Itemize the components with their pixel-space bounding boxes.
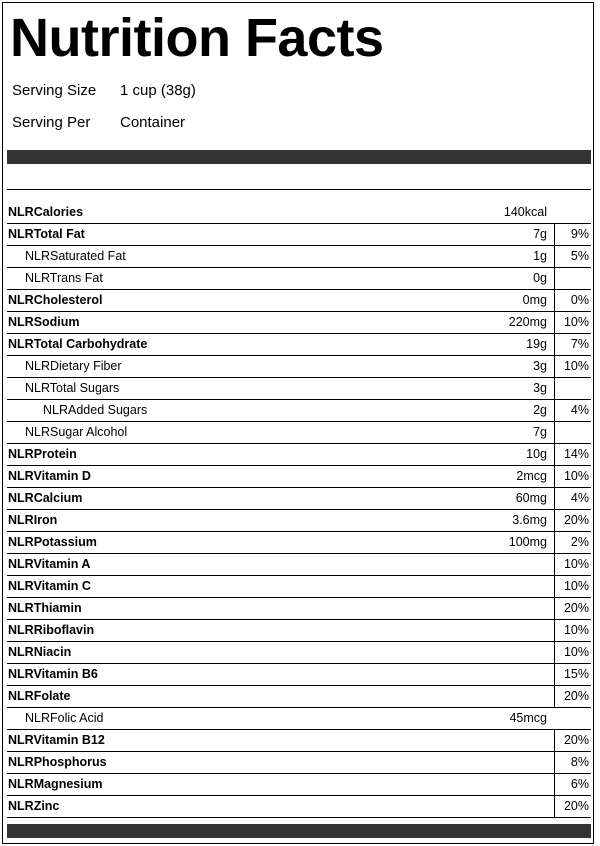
nutrient-row bbox=[7, 488, 591, 510]
nutrient-row bbox=[7, 730, 591, 752]
daily-value-percent: 5% bbox=[570, 249, 589, 263]
nutrient-name: NLRDietary Fiber bbox=[25, 359, 122, 373]
top-thick-bar bbox=[7, 150, 591, 164]
nutrient-name: NLRCholesterol bbox=[8, 293, 103, 307]
nutrient-name: NLRPhosphorus bbox=[8, 755, 107, 769]
column-divider bbox=[554, 774, 555, 795]
nutrient-table bbox=[7, 202, 591, 818]
column-divider bbox=[554, 356, 555, 377]
nutrient-name: NLRAdded Sugars bbox=[43, 403, 148, 417]
nutrient-amount: 10g bbox=[526, 447, 547, 461]
column-divider bbox=[554, 246, 555, 267]
nutrient-name: NLRTotal Sugars bbox=[25, 381, 120, 395]
nutrient-row bbox=[7, 598, 591, 620]
serving-size-row bbox=[12, 82, 196, 100]
nutrient-amount: 3.6mg bbox=[512, 513, 547, 527]
nutrient-row bbox=[7, 554, 591, 576]
serving-per-value: Container bbox=[120, 114, 186, 131]
nutrient-name: NLRCalcium bbox=[8, 491, 83, 505]
daily-value-percent: 2% bbox=[570, 535, 589, 549]
nutrient-amount: 0g bbox=[533, 271, 547, 285]
nutrient-amount: 1g bbox=[533, 249, 547, 263]
nutrient-amount: 60mg bbox=[515, 491, 547, 505]
daily-value-percent: 10% bbox=[563, 315, 589, 329]
daily-value-percent: 7% bbox=[570, 337, 589, 351]
column-divider bbox=[554, 510, 555, 531]
daily-value-percent: 10% bbox=[563, 557, 589, 571]
column-divider bbox=[554, 334, 555, 355]
column-divider bbox=[554, 576, 555, 597]
column-divider bbox=[554, 664, 555, 685]
nutrient-row bbox=[7, 774, 591, 796]
nutrient-row bbox=[7, 708, 591, 730]
nutrient-row bbox=[7, 796, 591, 818]
nutrient-row bbox=[7, 686, 591, 708]
nutrient-row bbox=[7, 466, 591, 488]
nutrient-name: NLRFolate bbox=[8, 689, 71, 703]
nutrient-amount: 45mcg bbox=[509, 711, 547, 725]
nutrient-amount: 220mg bbox=[508, 315, 547, 329]
nutrient-name: NLRSaturated Fat bbox=[25, 249, 126, 263]
daily-value-percent: 4% bbox=[570, 491, 589, 505]
nutrient-name: NLRZinc bbox=[8, 799, 60, 813]
daily-value-percent: 10% bbox=[563, 579, 589, 593]
column-divider bbox=[554, 642, 555, 663]
nutrient-row bbox=[7, 334, 591, 356]
nutrient-row bbox=[7, 224, 591, 246]
nutrient-row bbox=[7, 356, 591, 378]
nutrient-amount: 100mg bbox=[508, 535, 547, 549]
nutrient-name: NLRTotal Fat bbox=[8, 227, 85, 241]
daily-value-percent: 9% bbox=[570, 227, 589, 241]
nutrient-name: NLRTotal Carbohydrate bbox=[8, 337, 148, 351]
serving-per-label: Serving Per bbox=[12, 114, 91, 131]
nutrient-name: NLRMagnesium bbox=[8, 777, 103, 791]
nutrient-row bbox=[7, 422, 591, 444]
column-divider bbox=[554, 686, 555, 707]
nutrient-amount: 3g bbox=[533, 381, 547, 395]
nutrient-row bbox=[7, 246, 591, 268]
column-divider bbox=[554, 488, 555, 509]
column-divider bbox=[554, 466, 555, 487]
nutrient-row bbox=[7, 202, 591, 224]
nutrient-name: NLRProtein bbox=[8, 447, 77, 461]
daily-value-percent: 10% bbox=[563, 469, 589, 483]
nutrient-name: NLRVitamin A bbox=[8, 557, 91, 571]
column-divider bbox=[554, 378, 555, 399]
nutrient-row bbox=[7, 290, 591, 312]
bottom-thick-bar bbox=[7, 824, 591, 838]
nutrient-row bbox=[7, 642, 591, 664]
nutrient-row bbox=[7, 268, 591, 290]
serving-size-label: Serving Size bbox=[12, 82, 97, 99]
nutrient-amount: 140kcal bbox=[503, 205, 547, 219]
nutrient-name: NLRPotassium bbox=[8, 535, 97, 549]
nutrient-name: NLRVitamin B12 bbox=[8, 733, 105, 747]
nutrient-name: NLRVitamin C bbox=[8, 579, 91, 593]
daily-value-percent: 10% bbox=[563, 359, 589, 373]
column-divider bbox=[554, 796, 555, 817]
nutrient-amount: 7g bbox=[533, 227, 547, 241]
nutrient-name: NLRRiboflavin bbox=[8, 623, 95, 637]
column-divider bbox=[554, 620, 555, 641]
nutrient-name: NLRSugar Alcohol bbox=[25, 425, 128, 439]
column-divider bbox=[554, 422, 555, 443]
nutrient-name: NLRFolic Acid bbox=[25, 711, 104, 725]
nutrient-amount: 2g bbox=[533, 403, 547, 417]
nutrient-row bbox=[7, 532, 591, 554]
nutrient-name: NLRTrans Fat bbox=[25, 271, 103, 285]
nutrient-row bbox=[7, 378, 591, 400]
column-divider bbox=[554, 444, 555, 465]
daily-value-percent: 20% bbox=[563, 799, 589, 813]
top-thin-rule bbox=[7, 189, 591, 190]
nutrient-name: NLRThiamin bbox=[8, 601, 82, 615]
nutrient-amount: 19g bbox=[526, 337, 547, 351]
column-divider bbox=[554, 554, 555, 575]
nutrient-row bbox=[7, 664, 591, 686]
nutrient-row bbox=[7, 400, 591, 422]
nutrient-row bbox=[7, 752, 591, 774]
nutrient-row bbox=[7, 312, 591, 334]
daily-value-percent: 8% bbox=[570, 755, 589, 769]
nutrient-row bbox=[7, 620, 591, 642]
nutrient-name: NLRSodium bbox=[8, 315, 80, 329]
column-divider bbox=[554, 268, 555, 289]
daily-value-percent: 20% bbox=[563, 689, 589, 703]
nutrient-name: NLRVitamin B6 bbox=[8, 667, 98, 681]
column-divider bbox=[554, 532, 555, 553]
column-divider bbox=[554, 598, 555, 619]
daily-value-percent: 15% bbox=[563, 667, 589, 681]
serving-per-row bbox=[12, 114, 185, 132]
column-divider bbox=[554, 290, 555, 311]
daily-value-percent: 0% bbox=[570, 293, 589, 307]
nutrient-amount: 0mg bbox=[522, 293, 547, 307]
column-divider bbox=[554, 224, 555, 245]
nutrient-row bbox=[7, 576, 591, 598]
daily-value-percent: 14% bbox=[563, 447, 589, 461]
nutrient-name: NLRVitamin D bbox=[8, 469, 91, 483]
column-divider bbox=[554, 730, 555, 751]
column-divider bbox=[554, 400, 555, 421]
daily-value-percent: 20% bbox=[563, 733, 589, 747]
daily-value-percent: 20% bbox=[563, 513, 589, 527]
nutrient-row bbox=[7, 444, 591, 466]
nutrient-amount: 3g bbox=[533, 359, 547, 373]
column-divider bbox=[554, 752, 555, 773]
daily-value-percent: 10% bbox=[563, 623, 589, 637]
daily-value-percent: 20% bbox=[563, 601, 589, 615]
daily-value-percent: 4% bbox=[570, 403, 589, 417]
serving-size-value: 1 cup (38g) bbox=[120, 82, 196, 99]
nutrient-name: NLRCalories bbox=[8, 205, 84, 219]
nutrient-name: NLRNiacin bbox=[8, 645, 72, 659]
daily-value-percent: 10% bbox=[563, 645, 589, 659]
nutrient-name: NLRIron bbox=[8, 513, 58, 527]
nutrient-amount: 2mcg bbox=[516, 469, 547, 483]
daily-value-percent: 6% bbox=[570, 777, 589, 791]
nutrient-row bbox=[7, 510, 591, 532]
label-title: Nutrition Facts bbox=[10, 8, 384, 68]
column-divider bbox=[554, 312, 555, 333]
nutrient-amount: 7g bbox=[533, 425, 547, 439]
